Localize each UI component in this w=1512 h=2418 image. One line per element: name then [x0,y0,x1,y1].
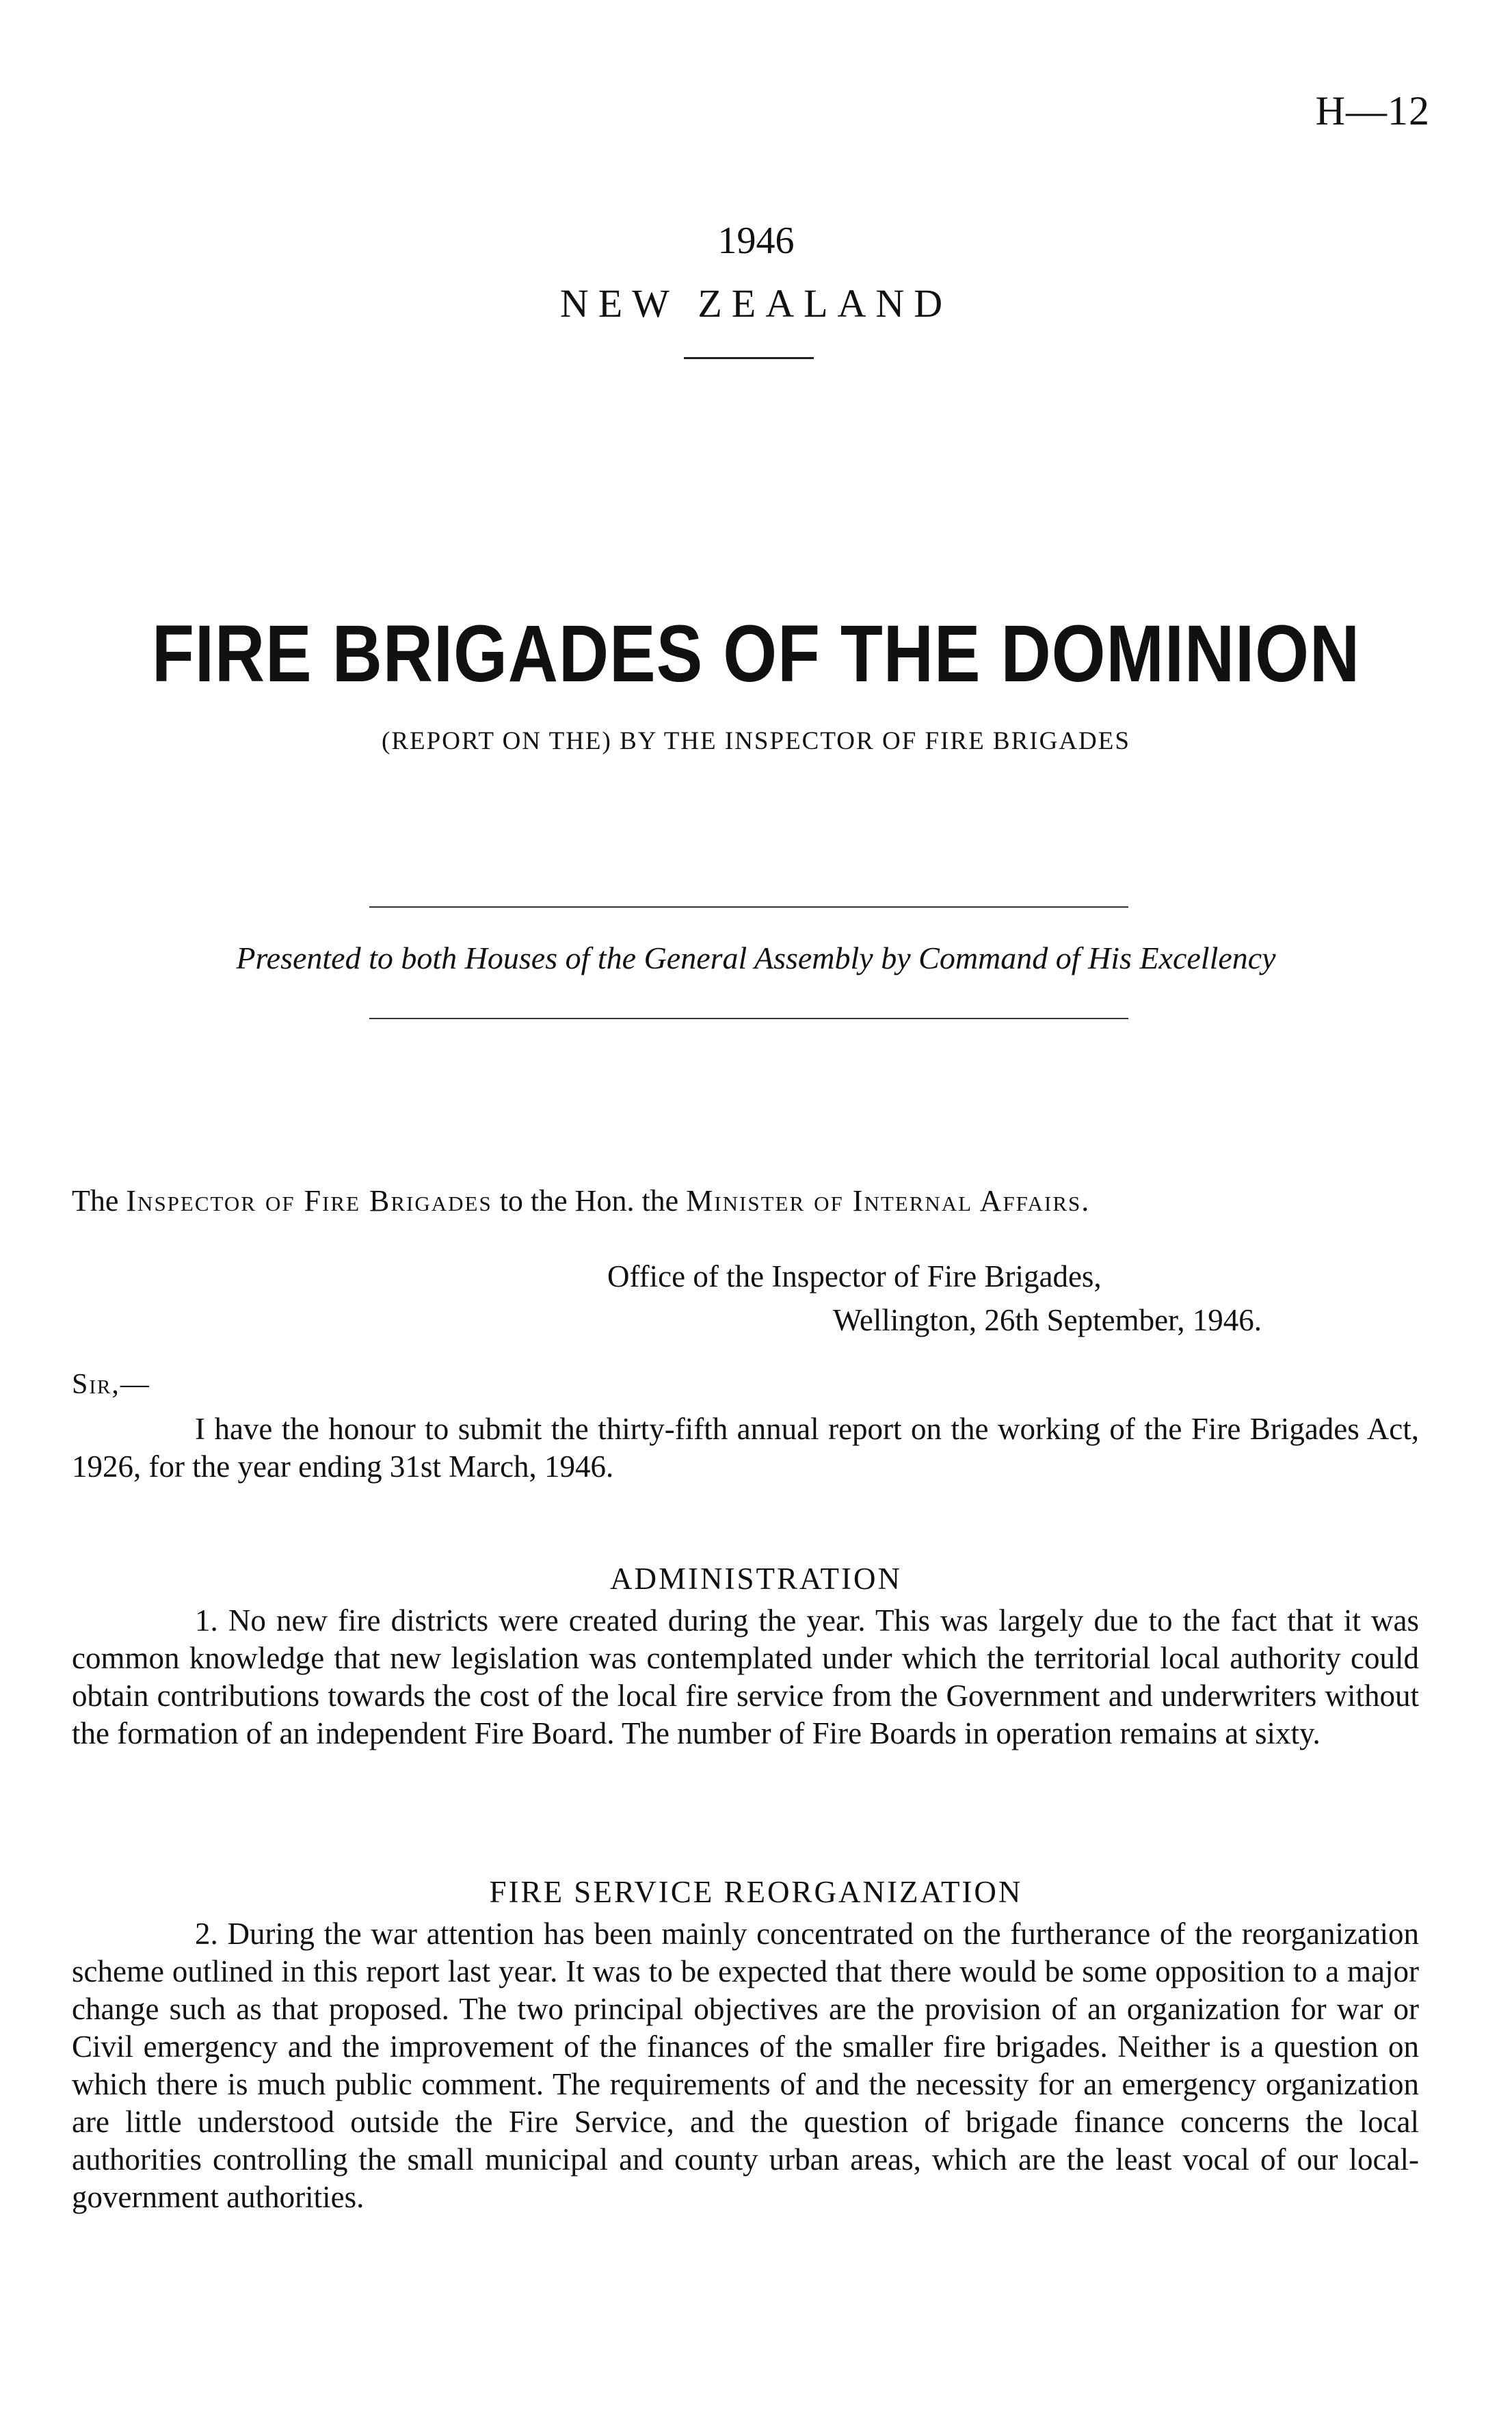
section-paragraph-text: 2. During the war attention has been mainly concentrated on the furtherance of the reorganization scheme outlined in this report last year. It was to be expected that there would be some opposition to a major change such as that proposed. The two principal objectives are the provision of an organization for war or Civil emergency and the improvement of the finances of the smaller fire brigades. Neither is a question on which there is much public comment. The requirements of and the necessity for an emergency organization are little understood outside the Fire Service, and the question of brigade finance concerns the local authorities controlling the small municipal and county urban areas, which are the least vocal of our local-government authorities. [72,1917,1419,2214]
address-to: Minister of Internal Affairs. [686,1184,1091,1218]
intro-paragraph-text: I have the honour to submit the thirty-fifth annual report on the working of the Fire Brigades Act, 1926, for the year ending 31st March, 1946. [72,1412,1419,1484]
page-code: H—12 [1315,88,1430,133]
section-paragraph-reorganization [72,1915,1419,2216]
country-heading: NEW ZEALAND [559,281,953,326]
address-from: Inspector of Fire Brigades [126,1184,492,1218]
office-line-2: Wellington, 26th September, 1946. [833,1303,1262,1337]
address-prefix: The [72,1184,127,1218]
salutation: Sir,— [72,1369,150,1400]
divider-top [369,906,1128,908]
section-paragraph-administration [72,1602,1419,1752]
section-paragraph-text: 1. No new fire districts were created during the year. This was largely due to the fact that it was common knowledge that new legislation was contemplated under which the territorial local authority could obtain contributions towards the cost of the local fire service from the Government and underwriters without the formation of an independent Fire Board. The number of Fire Boards in operation remains at sixty. [72,1603,1419,1750]
document-subtitle: (REPORT ON THE) BY THE INSPECTOR OF FIRE BRIGADES [382,727,1130,755]
divider-bottom [369,1018,1128,1019]
section-heading-administration: ADMINISTRATION [610,1562,902,1596]
presented-line: Presented to both Houses of the General Assembly by Command of His Excellency [236,941,1276,975]
intro-paragraph [72,1410,1419,1486]
office-line-1: Office of the Inspector of Fire Brigades, [607,1259,1102,1293]
address-line [72,1183,1090,1218]
report-year: 1946 [717,220,795,262]
short-divider [684,357,814,359]
section-heading-reorganization: FIRE SERVICE REORGANIZATION [489,1875,1023,1909]
document-title: FIRE BRIGADES OF THE DOMINION [151,609,1361,699]
address-middle: to the Hon. the [492,1184,687,1218]
